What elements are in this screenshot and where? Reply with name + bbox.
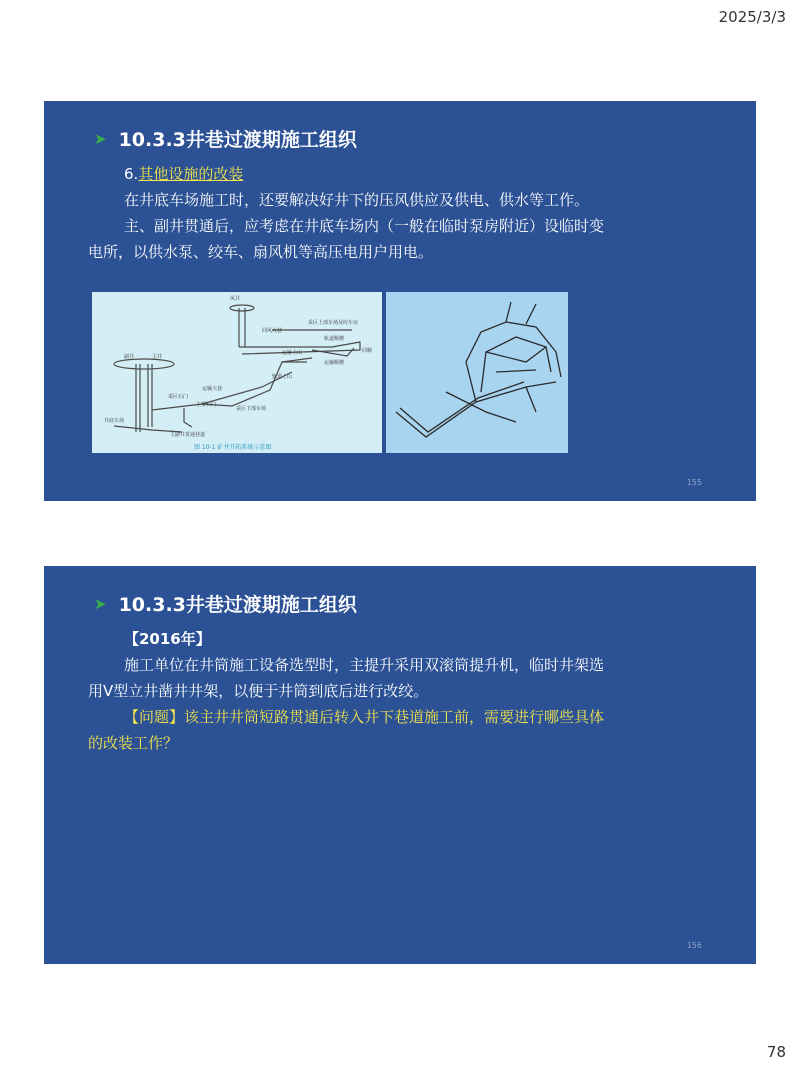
slide-title [94, 590, 357, 617]
label-track-uphill: 轨道上山 [272, 374, 293, 380]
shaft-bottom-3d-diagram [386, 292, 568, 453]
arrow-bullet-icon: ➤ [94, 129, 107, 148]
slide-body [88, 626, 613, 756]
label-district-crosscut: 采区石门 [168, 394, 189, 400]
section-title: 其他设施的改装 [138, 165, 244, 183]
label-main-crosscut: 主要石门 [196, 402, 217, 408]
arrow-bullet-icon: ➤ [94, 594, 107, 613]
slide-title-text: 10.3.3井巷过渡期施工组织 [118, 129, 357, 151]
label-connection-roadway: 主副井贯通巷道 [170, 432, 206, 438]
slide-title [94, 125, 357, 152]
slide-body [88, 161, 613, 265]
label-return-roadway: 回风大巷 [262, 328, 283, 334]
slide-number: 156 [686, 941, 702, 950]
label-main-shaft: 主井 [152, 354, 163, 360]
label-lower-yard: 采区下部车场 [236, 406, 267, 412]
label-return-gateway: 回顺 [362, 348, 373, 354]
label-shaft-bottom: 井底车场 [104, 418, 125, 424]
label-track-gateway: 轨道顺槽 [324, 336, 345, 342]
paragraph-1: 在井底车场施工时，还要解决好井下的压风供应及供电、供水等工作。 [124, 191, 590, 209]
label-auxiliary-shaft: 副井 [124, 354, 135, 360]
slide-155 [44, 101, 756, 501]
mine-diagram-svg [92, 292, 382, 453]
label-upper-yard: 采区上部车场及绞车房 [308, 320, 359, 326]
section-number: 6. [124, 165, 139, 183]
label-main-haulage: 运输大巷 [202, 386, 223, 392]
label-air-shaft: 风井 [230, 296, 241, 302]
label-conveyor-uphill: 运输上山 [282, 350, 303, 356]
mine-development-diagram [92, 292, 382, 453]
label-conveyor-gateway: 运输顺槽 [324, 360, 345, 366]
figure-caption: 图 10-1 矿井开拓系统示意图 [194, 444, 272, 451]
page-date: 2025/3/3 [718, 8, 786, 26]
section-heading [88, 161, 613, 187]
slide-156 [44, 566, 756, 964]
slide-title-text: 10.3.3井巷过渡期施工组织 [118, 594, 357, 616]
question-text: 【问题】该主井井筒短路贯通后转入井下巷道施工前，需要进行哪些具体的改装工作？ [88, 708, 605, 752]
paragraph-2: 主、副井贯通后，应考虑在井底车场内（一般在临时泵房附近）设临时变电所，以供水泵、绞车、扇风机等高压电用户用电。 [88, 217, 605, 261]
page-number: 78 [766, 1043, 786, 1061]
slide-number: 155 [686, 478, 702, 487]
shaft-bottom-svg [386, 292, 568, 453]
paragraph-1: 施工单位在井筒施工设备选型时，主提升采用双滚筒提升机，临时井架选用V型立井凿井井架，以便于井筒到底后进行改绞。 [88, 656, 605, 700]
year-tag: 【2016年】 [124, 630, 211, 648]
